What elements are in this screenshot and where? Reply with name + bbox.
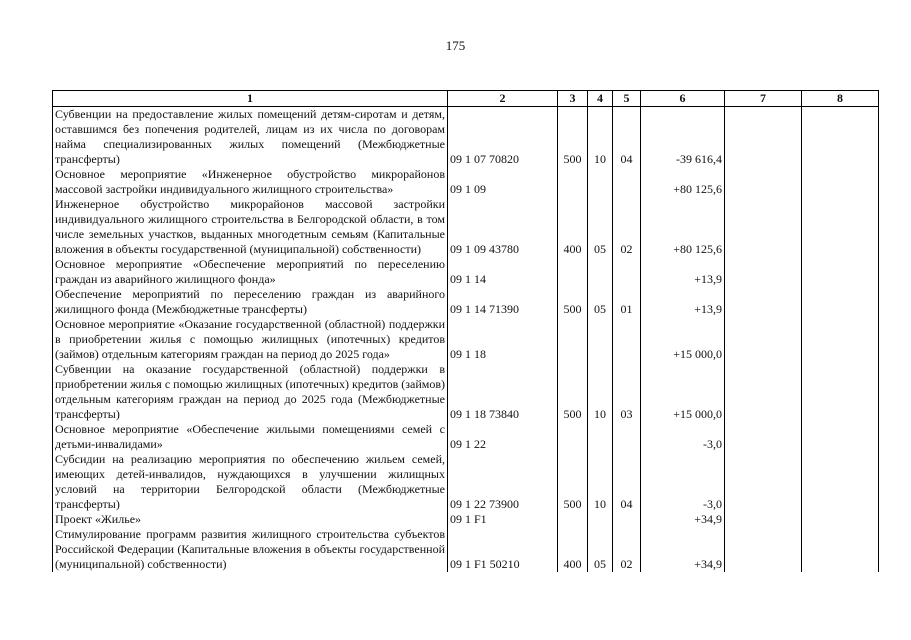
row-col3: 500 (558, 362, 588, 422)
table-row (53, 197, 879, 257)
row-col8 (802, 422, 879, 452)
row-col3: 500 (558, 287, 588, 317)
row-amount: +80 125,6 (641, 197, 725, 257)
row-amount: +80 125,6 (641, 167, 725, 197)
row-col4: 10 (588, 362, 613, 422)
row-col8 (802, 317, 879, 362)
row-description: Субвенции на предоставление жилых помещений детям-сиротам и детям, оставшимся без попечения родителей, лицам из их числа по договорам найма специализированных жилых помещений (Межбюджетные трансферты) (53, 107, 448, 168)
row-amount: -3,0 (641, 422, 725, 452)
row-amount: -39 616,4 (641, 107, 725, 168)
table-body (53, 107, 879, 573)
row-col4: 05 (588, 287, 613, 317)
row-col5 (613, 422, 641, 452)
row-col3 (558, 512, 588, 527)
row-code: 09 1 14 (448, 257, 558, 287)
row-code: 09 1 22 73900 (448, 452, 558, 512)
row-col4 (588, 512, 613, 527)
row-description: Проект «Жилье» (53, 512, 448, 527)
row-col3 (558, 257, 588, 287)
row-code: 09 1 22 (448, 422, 558, 452)
row-description: Субвенции на оказание государственной (областной) поддержки в приобретении жилья с помощью жилищных (ипотечных) кредитов (займов) отдельным категориям граждан на период до 2025 года (Межбюджетные трансферты) (53, 362, 448, 422)
row-col8 (802, 512, 879, 527)
row-col7 (725, 197, 802, 257)
row-col5 (613, 317, 641, 362)
row-col5: 02 (613, 197, 641, 257)
col-header-6: 6 (641, 91, 725, 107)
budget-table (52, 90, 879, 572)
table-row (53, 167, 879, 197)
row-col8 (802, 197, 879, 257)
row-amount: +34,9 (641, 527, 725, 572)
row-col7 (725, 107, 802, 168)
row-amount: +13,9 (641, 257, 725, 287)
row-col4: 10 (588, 452, 613, 512)
row-col4 (588, 422, 613, 452)
page-number: 175 (445, 38, 466, 53)
row-description: Стимулирование программ развития жилищного строительства субъектов Российской Федерации (Капитальные вложения в объекты государственной (муниципальной) собственности) (53, 527, 448, 572)
row-col8 (802, 527, 879, 572)
row-col5 (613, 167, 641, 197)
table-row (53, 287, 879, 317)
row-col8 (802, 452, 879, 512)
row-code: 09 1 F1 50210 (448, 527, 558, 572)
row-col7 (725, 452, 802, 512)
row-code: 09 1 09 (448, 167, 558, 197)
row-col7 (725, 422, 802, 452)
row-description: Обеспечение мероприятий по переселению граждан из аварийного жилищного фонда (Межбюджетные трансферты) (53, 287, 448, 317)
col-header-2: 2 (448, 91, 558, 107)
row-col3: 400 (558, 197, 588, 257)
row-col8 (802, 107, 879, 168)
row-col5: 04 (613, 452, 641, 512)
row-code: 09 1 09 43780 (448, 197, 558, 257)
row-col3: 400 (558, 527, 588, 572)
row-col4: 10 (588, 107, 613, 168)
table-row (53, 317, 879, 362)
row-col5: 01 (613, 287, 641, 317)
row-col8 (802, 167, 879, 197)
row-col5: 02 (613, 527, 641, 572)
table-row (53, 512, 879, 527)
row-code: 09 1 18 (448, 317, 558, 362)
row-col7 (725, 362, 802, 422)
row-col7 (725, 167, 802, 197)
row-col7 (725, 317, 802, 362)
row-code: 09 1 07 70820 (448, 107, 558, 168)
col-header-3: 3 (558, 91, 588, 107)
row-col3 (558, 167, 588, 197)
col-header-5: 5 (613, 91, 641, 107)
row-col4 (588, 167, 613, 197)
row-amount: +13,9 (641, 287, 725, 317)
row-amount: +34,9 (641, 512, 725, 527)
row-col7 (725, 287, 802, 317)
row-col7 (725, 512, 802, 527)
row-amount: +15 000,0 (641, 362, 725, 422)
row-description: Основное мероприятие «Обеспечение мероприятий по переселению граждан из аварийного жилищного фонда» (53, 257, 448, 287)
row-code: 09 1 14 71390 (448, 287, 558, 317)
row-description: Основное мероприятие «Оказание государственной (областной) поддержки в приобретении жилья с помощью жилищных (ипотечных) кредитов (займов) отдельным категориям граждан на период до 2025 года» (53, 317, 448, 362)
table-row (53, 452, 879, 512)
row-amount: +15 000,0 (641, 317, 725, 362)
row-col5: 03 (613, 362, 641, 422)
col-header-7: 7 (725, 91, 802, 107)
row-col3 (558, 317, 588, 362)
header-row (53, 91, 879, 107)
row-col8 (802, 287, 879, 317)
col-header-8: 8 (802, 91, 879, 107)
table-row (53, 527, 879, 572)
row-col3 (558, 422, 588, 452)
row-col4 (588, 257, 613, 287)
row-description: Инженерное обустройство микрорайонов массовой застройки индивидуального жилищного строительства в Белгородской области, в том числе земельных участков, выданных многодетным семьям (Капитальные вложения в объекты государственной (муниципальной) собственности) (53, 197, 448, 257)
row-description: Основное мероприятие «Инженерное обустройство микрорайонов массовой застройки индивидуального жилищного строительства» (53, 167, 448, 197)
row-col4 (588, 317, 613, 362)
row-col4: 05 (588, 197, 613, 257)
col-header-4: 4 (588, 91, 613, 107)
col-header-1: 1 (53, 91, 448, 107)
row-code: 09 1 18 73840 (448, 362, 558, 422)
table-row (53, 257, 879, 287)
row-col5 (613, 257, 641, 287)
row-description: Субсидии на реализацию мероприятия по обеспечению жильем семей, имеющих детей-инвалидов, нуждающихся в улучшении жилищных условий на территории Белгородской области (Межбюджетные трансферты) (53, 452, 448, 512)
row-col8 (802, 257, 879, 287)
row-col8 (802, 362, 879, 422)
row-code: 09 1 F1 (448, 512, 558, 527)
row-description: Основное мероприятие «Обеспечение жильыми помещениями семей с детьми-инвалидами» (53, 422, 448, 452)
row-col7 (725, 527, 802, 572)
row-col3: 500 (558, 452, 588, 512)
row-col3: 500 (558, 107, 588, 168)
table-row (53, 107, 879, 168)
table-row (53, 362, 879, 422)
row-col4: 05 (588, 527, 613, 572)
row-col7 (725, 257, 802, 287)
row-col5: 04 (613, 107, 641, 168)
table-row (53, 422, 879, 452)
row-col5 (613, 512, 641, 527)
row-amount: -3,0 (641, 452, 725, 512)
